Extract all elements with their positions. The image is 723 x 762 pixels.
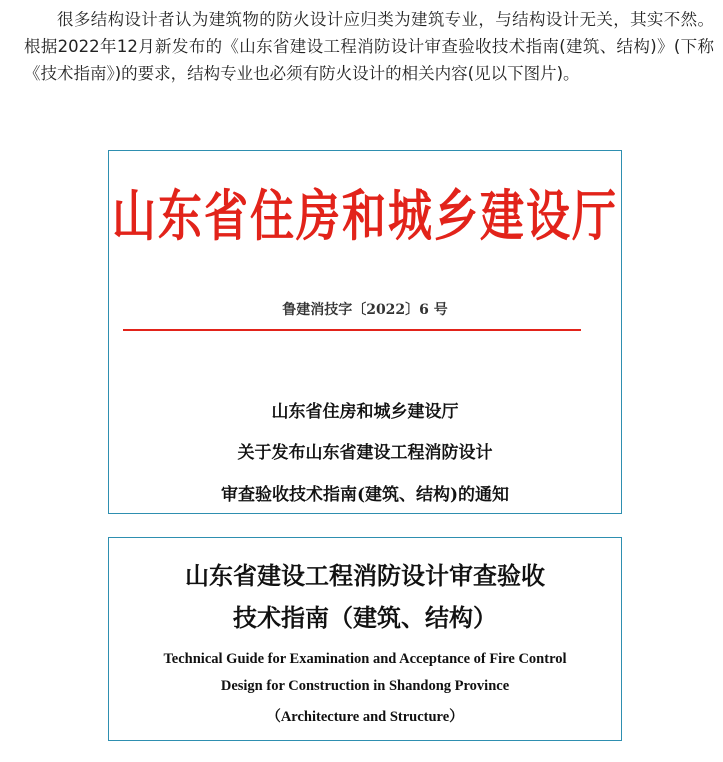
notice-title-line: 审查验收技术指南(建筑、结构)的通知: [220, 485, 510, 505]
guide-title-cn-line: 技术指南（建筑、结构）: [233, 603, 497, 632]
notice-title-line: 山东省住房和城乡建设厅: [271, 402, 459, 422]
guide-title-en-line: （Architecture and Structure）: [266, 709, 464, 725]
red-divider: [123, 329, 581, 331]
notice-image: [108, 150, 622, 514]
issuer-header: 山东省住房和城乡建设厅: [112, 184, 618, 249]
document-number: 鲁建消技字〔2022〕6 号: [282, 302, 448, 318]
guide-title-en-line: Technical Guide for Examination and Acceptance of Fire Control: [163, 651, 567, 667]
notice-title-line: 关于发布山东省建设工程消防设计: [237, 443, 493, 463]
guide-cover-image: [108, 537, 622, 741]
guide-title-en-line: Design for Construction in Shandong Province: [220, 678, 510, 694]
intro-paragraph: 很多结构设计者认为建筑物的防火设计应归类为建筑专业，与结构设计无关，其实不然。根据2022年12月新发布的《山东省建设工程消防设计审查验收技术指南(建筑、结构)》(下称《技术指南》)的要求，结构专业也必须有防火设计的相关内容(见以下图片)。: [24, 10, 714, 83]
guide-title-cn-line: 山东省建设工程消防设计审查验收: [185, 561, 545, 590]
